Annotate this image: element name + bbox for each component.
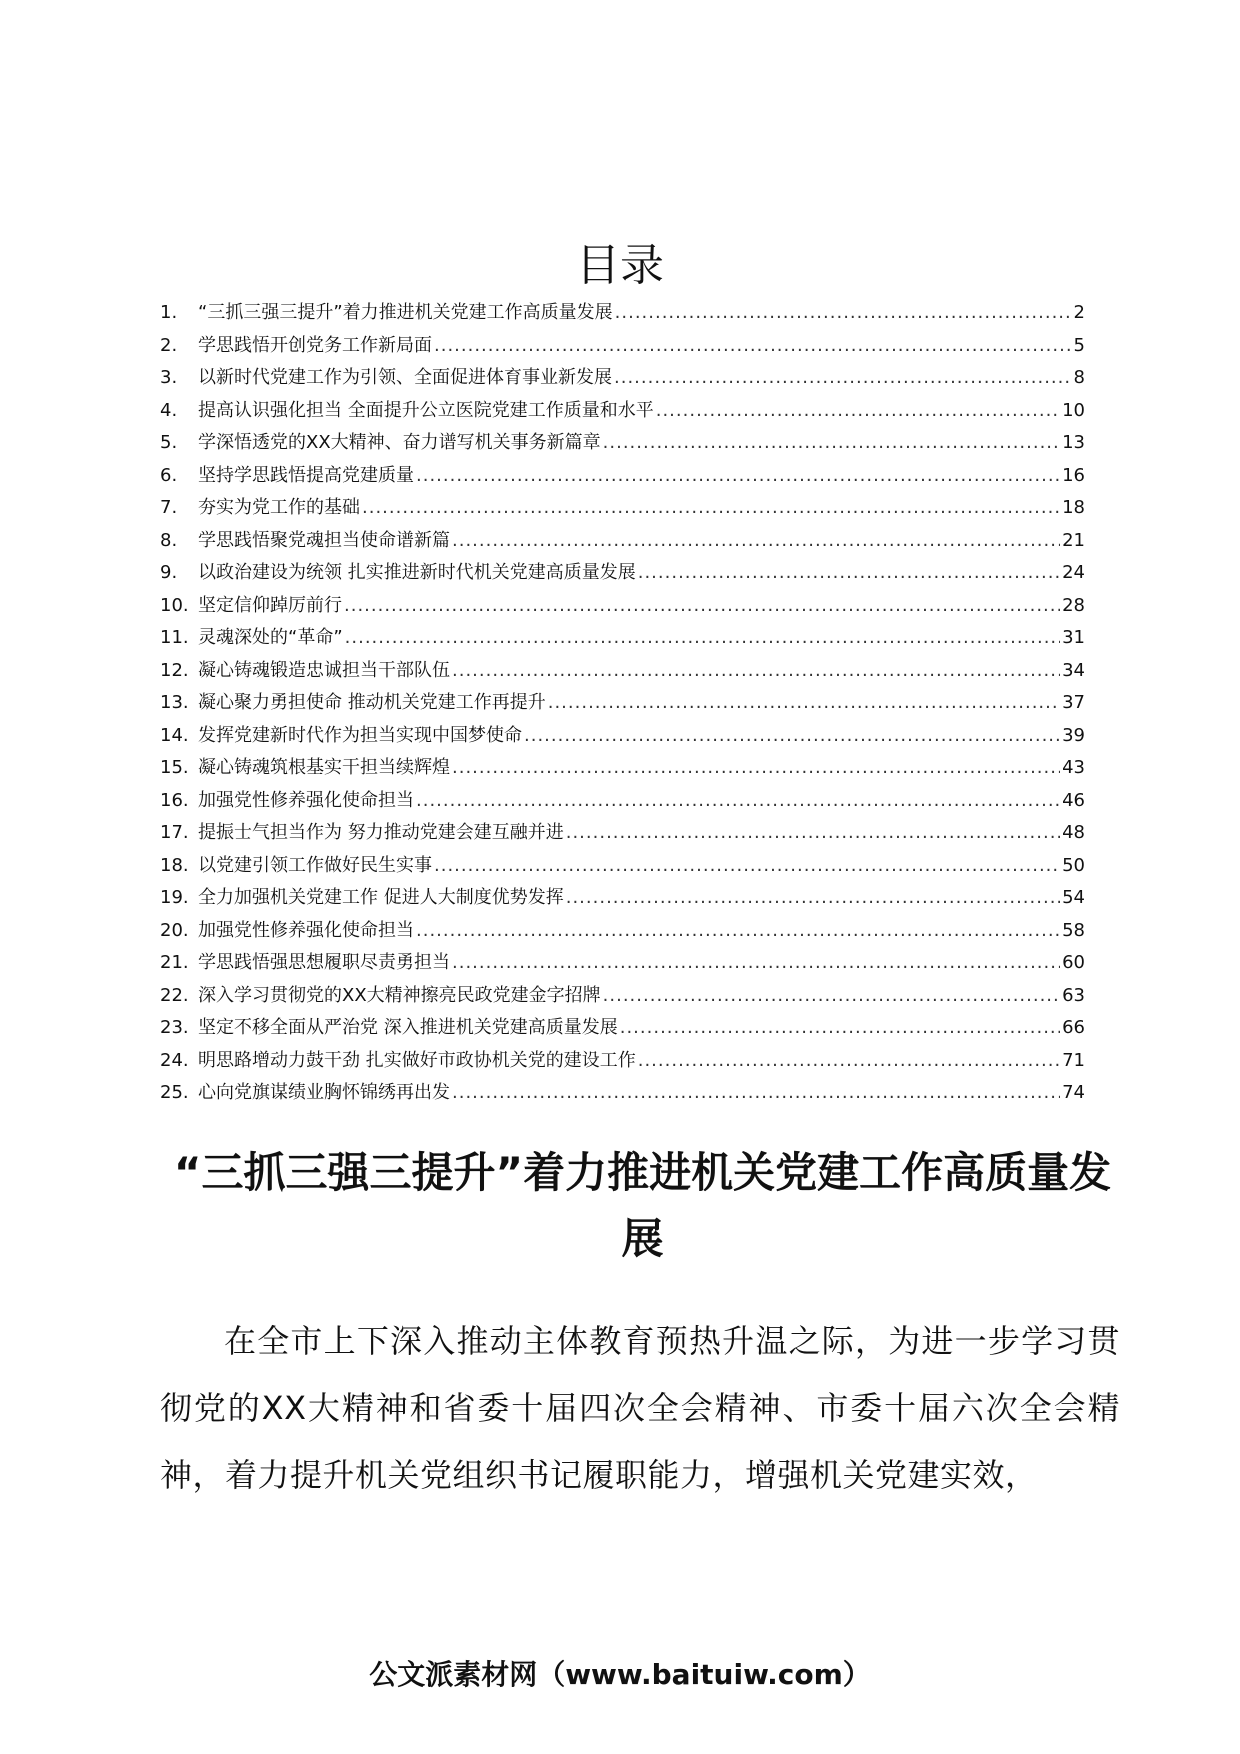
toc-item-title: 以政治建设为统领 扎实推进新时代机关党建高质量发展 xyxy=(198,562,636,583)
toc-item-page: 66 xyxy=(1062,1017,1085,1038)
toc-dot-leader xyxy=(638,1045,1060,1078)
toc-item[interactable] xyxy=(160,655,1085,688)
table-of-contents xyxy=(160,297,1085,1110)
toc-item-title: 学思践悟强思想履职尽责勇担当 xyxy=(198,952,450,973)
toc-item-number: 10. xyxy=(160,594,189,616)
toc-dot-leader xyxy=(416,785,1060,818)
toc-item-title: 心向党旗谋绩业胸怀锦绣再出发 xyxy=(198,1082,450,1103)
toc-item[interactable] xyxy=(160,752,1085,785)
toc-item-number: 15. xyxy=(160,757,189,778)
toc-item-title: 以新时代党建工作为引领、全面促进体育事业新发展 xyxy=(198,367,612,388)
toc-item-page: 13 xyxy=(1062,432,1085,453)
toc-item-title: 明思路增动力鼓干劲 扎实做好市政协机关党的建设工作 xyxy=(198,1049,636,1071)
toc-item-number: 8. xyxy=(160,529,178,551)
toc-item[interactable] xyxy=(160,980,1085,1013)
toc-item-number: 24. xyxy=(160,1049,189,1071)
toc-item-title: 灵魂深处的“革命” xyxy=(198,627,343,648)
toc-item[interactable] xyxy=(160,882,1085,915)
article-paragraph: 在全市上下深入推动主体教育预热升温之际，为进一步学习贯彻党的XX大精神和省委十届四次全会精神、市委十届六次全会精神，着力提升机关党组织书记履职能力，增强机关党建实效， xyxy=(160,1322,1120,1494)
toc-dot-leader xyxy=(603,427,1060,460)
toc-item-title: 凝心铸魂锻造忠诚担当干部队伍 xyxy=(198,659,450,681)
toc-item-page: 31 xyxy=(1062,627,1085,648)
toc-item-title: 坚定不移全面从严治党 深入推进机关党建高质量发展 xyxy=(198,1017,618,1038)
toc-item-title: 全力加强机关党建工作 促进人大制度优势发挥 xyxy=(198,887,564,908)
toc-item[interactable] xyxy=(160,720,1085,753)
toc-item-page: 16 xyxy=(1062,464,1085,486)
toc-dot-leader xyxy=(416,460,1060,493)
toc-item-page: 71 xyxy=(1062,1049,1085,1071)
toc-dot-leader xyxy=(452,947,1060,980)
toc-dot-leader xyxy=(452,752,1060,785)
toc-item-page: 24 xyxy=(1062,562,1085,583)
toc-item-title: 学深悟透党的XX大精神、奋力谱写机关事务新篇章 xyxy=(198,432,601,453)
toc-item-number: 25. xyxy=(160,1082,189,1103)
toc-item-number: 19. xyxy=(160,887,189,908)
toc-item-number: 12. xyxy=(160,659,189,681)
toc-item-page: 60 xyxy=(1062,952,1085,973)
toc-item[interactable] xyxy=(160,492,1085,525)
toc-item-page: 28 xyxy=(1062,594,1085,616)
toc-item-title: 凝心聚力勇担使命 推动机关党建工作再提升 xyxy=(198,692,546,713)
toc-item[interactable] xyxy=(160,1012,1085,1045)
toc-item-title: 加强党性修养强化使命担当 xyxy=(198,789,414,811)
toc-item-title: 发挥党建新时代作为担当实现中国梦使命 xyxy=(198,724,522,746)
toc-item-number: 3. xyxy=(160,367,178,388)
toc-item-title: 坚持学思践悟提高党建质量 xyxy=(198,464,414,486)
toc-dot-leader xyxy=(656,395,1060,428)
toc-item-page: 50 xyxy=(1062,854,1085,876)
toc-item-title: 坚定信仰踔厉前行 xyxy=(198,594,342,616)
toc-item-page: 43 xyxy=(1062,757,1085,778)
toc-item-number: 22. xyxy=(160,984,189,1006)
toc-item-title: 提振士气担当作为 努力推动党建会建互融并进 xyxy=(198,822,564,843)
toc-item-number: 13. xyxy=(160,692,189,713)
toc-dot-leader xyxy=(434,330,1072,363)
toc-item[interactable] xyxy=(160,850,1085,883)
toc-dot-leader xyxy=(524,720,1060,753)
toc-dot-leader xyxy=(620,1012,1060,1045)
toc-item-number: 14. xyxy=(160,724,189,746)
toc-item-page: 18 xyxy=(1062,497,1085,518)
toc-item-page: 10 xyxy=(1062,399,1085,421)
toc-dot-leader xyxy=(452,1077,1060,1110)
toc-item-title: 学思践悟聚党魂担当使命谱新篇 xyxy=(198,529,450,551)
toc-item-title: 加强党性修养强化使命担当 xyxy=(198,919,414,941)
toc-dot-leader xyxy=(614,362,1072,395)
toc-dot-leader xyxy=(548,687,1060,720)
toc-item-page: 34 xyxy=(1062,659,1085,681)
toc-item-title: “三抓三强三提升”着力推进机关党建工作高质量发展 xyxy=(198,302,613,323)
toc-item-page: 63 xyxy=(1062,984,1085,1006)
toc-item[interactable] xyxy=(160,622,1085,655)
toc-item-page: 21 xyxy=(1062,529,1085,551)
toc-item-page: 8 xyxy=(1073,367,1085,388)
toc-dot-leader xyxy=(566,882,1060,915)
toc-dot-leader xyxy=(434,850,1060,883)
toc-dot-leader xyxy=(603,980,1060,1013)
toc-item-number: 2. xyxy=(160,334,178,356)
toc-dot-leader xyxy=(362,492,1060,525)
footer-watermark: 公文派素材网（www.baituiw.com） xyxy=(369,1658,871,1691)
article-title: “三抓三强三提升”着力推进机关党建工作高质量发展 xyxy=(173,1148,1112,1263)
toc-item[interactable] xyxy=(160,362,1085,395)
toc-item-title: 学思践悟开创党务工作新局面 xyxy=(198,334,432,356)
toc-item-number: 9. xyxy=(160,562,178,583)
toc-title: 目录 xyxy=(576,240,664,291)
toc-item[interactable] xyxy=(160,817,1085,850)
toc-item-number: 4. xyxy=(160,399,178,421)
toc-item-page: 54 xyxy=(1062,887,1085,908)
toc-dot-leader xyxy=(344,590,1060,623)
toc-item-page: 74 xyxy=(1062,1082,1085,1103)
toc-dot-leader xyxy=(566,817,1060,850)
toc-item[interactable] xyxy=(160,590,1085,623)
toc-item-number: 1. xyxy=(160,302,178,323)
toc-item-number: 6. xyxy=(160,464,178,486)
toc-item-page: 37 xyxy=(1062,692,1085,713)
toc-item-title: 凝心铸魂筑根基实干担当续辉煌 xyxy=(198,757,450,778)
toc-item[interactable] xyxy=(160,947,1085,980)
toc-item-number: 16. xyxy=(160,789,189,811)
toc-item[interactable] xyxy=(160,1045,1085,1078)
toc-item-title: 夯实为党工作的基础 xyxy=(198,497,360,518)
toc-item-number: 18. xyxy=(160,854,189,876)
toc-item-number: 7. xyxy=(160,497,178,518)
toc-dot-leader xyxy=(615,297,1072,330)
toc-dot-leader xyxy=(345,622,1060,655)
toc-item-title: 以党建引领工作做好民生实事 xyxy=(198,854,432,876)
toc-item[interactable] xyxy=(160,330,1085,363)
toc-item-number: 21. xyxy=(160,952,189,973)
toc-item[interactable] xyxy=(160,915,1085,948)
toc-dot-leader xyxy=(638,557,1060,590)
toc-item-page: 2 xyxy=(1073,302,1085,323)
toc-item[interactable] xyxy=(160,395,1085,428)
toc-item-number: 17. xyxy=(160,822,189,843)
toc-dot-leader xyxy=(416,915,1060,948)
toc-item-page: 46 xyxy=(1062,789,1085,811)
toc-item[interactable] xyxy=(160,557,1085,590)
toc-item-number: 5. xyxy=(160,432,178,453)
toc-item-number: 20. xyxy=(160,919,189,941)
toc-item[interactable] xyxy=(160,525,1085,558)
toc-item-page: 39 xyxy=(1062,724,1085,746)
toc-item-title: 深入学习贯彻党的XX大精神擦亮民政党建金字招牌 xyxy=(198,984,601,1006)
toc-item-page: 5 xyxy=(1073,334,1085,356)
toc-item[interactable] xyxy=(160,1077,1085,1110)
toc-item-page: 58 xyxy=(1062,919,1085,941)
toc-item[interactable] xyxy=(160,297,1085,330)
toc-dot-leader xyxy=(452,655,1060,688)
toc-item[interactable] xyxy=(160,460,1085,493)
toc-item-title: 提高认识强化担当 全面提升公立医院党建工作质量和水平 xyxy=(198,399,654,421)
toc-item-page: 48 xyxy=(1062,822,1085,843)
toc-item[interactable] xyxy=(160,687,1085,720)
toc-dot-leader xyxy=(452,525,1060,558)
toc-item[interactable] xyxy=(160,785,1085,818)
toc-item[interactable] xyxy=(160,427,1085,460)
toc-item-number: 11. xyxy=(160,627,189,648)
toc-item-number: 23. xyxy=(160,1017,189,1038)
